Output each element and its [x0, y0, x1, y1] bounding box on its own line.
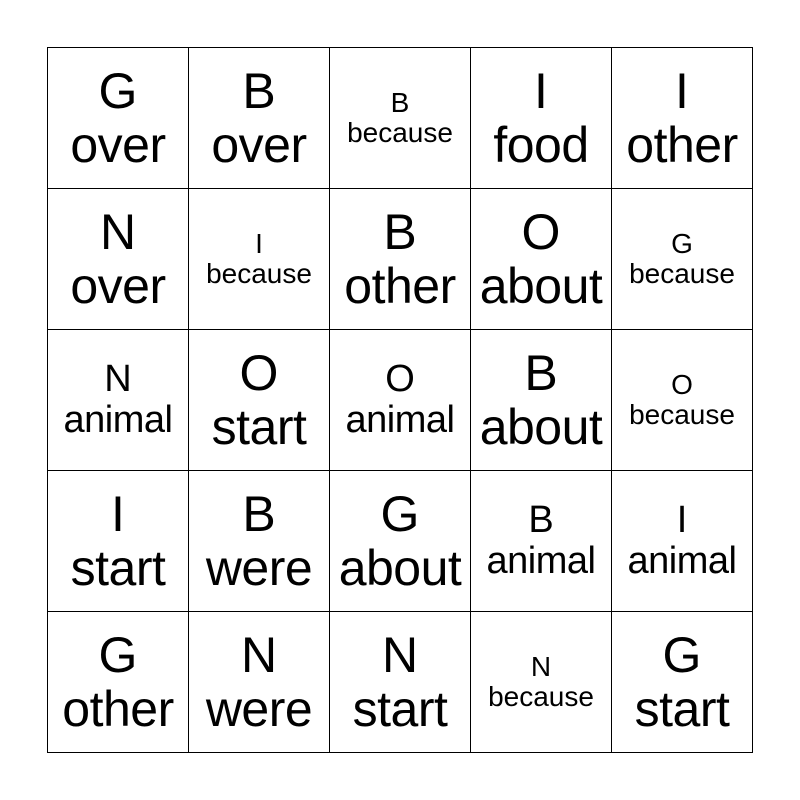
cell-word: start — [352, 681, 448, 737]
bingo-card — [47, 47, 753, 753]
cell-word: over — [70, 258, 166, 314]
cell-word: about — [479, 258, 603, 314]
bingo-cell-r2-c5[interactable] — [612, 189, 753, 330]
bingo-cell-r3-c1[interactable] — [48, 330, 189, 471]
cell-letter: N — [104, 357, 132, 400]
cell-word: other — [626, 117, 738, 173]
cell-word: were — [205, 540, 313, 596]
cell-letter: I — [675, 63, 689, 119]
cell-letter: I — [534, 63, 548, 119]
bingo-cell-r5-c2[interactable] — [189, 612, 330, 753]
bingo-cell-r3-c3[interactable] — [330, 330, 471, 471]
cell-word: about — [338, 540, 462, 596]
bingo-cell-r4-c2[interactable] — [189, 471, 330, 612]
cell-letter: G — [98, 63, 138, 119]
bingo-cell-r3-c2[interactable] — [189, 330, 330, 471]
bingo-cell-r5-c3[interactable] — [330, 612, 471, 753]
cell-letter: O — [521, 204, 561, 260]
cell-word: because — [488, 681, 594, 712]
cell-letter: I — [111, 486, 125, 542]
cell-word: animal — [63, 399, 173, 441]
cell-word: animal — [486, 540, 596, 582]
cell-word: animal — [345, 399, 455, 441]
cell-word: because — [629, 258, 735, 289]
cell-letter: O — [385, 357, 415, 400]
cell-letter: B — [390, 86, 410, 118]
cell-letter: N — [530, 650, 552, 682]
cell-word: other — [344, 258, 456, 314]
cell-letter: B — [524, 345, 558, 401]
cell-word: because — [347, 117, 453, 148]
bingo-cell-r1-c4[interactable] — [471, 48, 612, 189]
cell-letter: N — [99, 204, 137, 260]
bingo-cell-r5-c5[interactable] — [612, 612, 753, 753]
cell-letter: B — [242, 486, 276, 542]
bingo-cell-r1-c3[interactable] — [330, 48, 471, 189]
cell-letter: N — [240, 627, 278, 683]
cell-letter: B — [242, 63, 276, 119]
bingo-cell-r1-c2[interactable] — [189, 48, 330, 189]
cell-letter: B — [383, 204, 417, 260]
cell-letter: B — [528, 498, 554, 541]
cell-letter: G — [380, 486, 420, 542]
cell-letter: O — [239, 345, 279, 401]
cell-word: over — [211, 117, 307, 173]
cell-letter: G — [671, 227, 693, 259]
cell-word: start — [634, 681, 730, 737]
bingo-cell-r3-c5[interactable] — [612, 330, 753, 471]
cell-word: other — [62, 681, 174, 737]
cell-letter: I — [255, 227, 263, 259]
cell-letter: G — [662, 627, 702, 683]
bingo-cell-r1-c1[interactable] — [48, 48, 189, 189]
bingo-cell-r5-c1[interactable] — [48, 612, 189, 753]
cell-word: over — [70, 117, 166, 173]
bingo-cell-r3-c4[interactable] — [471, 330, 612, 471]
cell-letter: N — [381, 627, 419, 683]
bingo-cell-r5-c4[interactable] — [471, 612, 612, 753]
bingo-cell-r2-c4[interactable] — [471, 189, 612, 330]
bingo-cell-r1-c5[interactable] — [612, 48, 753, 189]
cell-letter: O — [671, 368, 693, 400]
bingo-cell-r4-c4[interactable] — [471, 471, 612, 612]
bingo-cell-r2-c3[interactable] — [330, 189, 471, 330]
cell-word: because — [206, 258, 312, 289]
cell-letter: G — [98, 627, 138, 683]
bingo-cell-r4-c3[interactable] — [330, 471, 471, 612]
bingo-cell-r4-c5[interactable] — [612, 471, 753, 612]
cell-word: start — [70, 540, 166, 596]
bingo-cell-r2-c1[interactable] — [48, 189, 189, 330]
cell-letter: I — [676, 498, 688, 541]
cell-word: animal — [627, 540, 737, 582]
bingo-cell-r4-c1[interactable] — [48, 471, 189, 612]
cell-word: start — [211, 399, 307, 455]
cell-word: because — [629, 399, 735, 430]
cell-word: about — [479, 399, 603, 455]
cell-word: food — [493, 117, 589, 173]
cell-word: were — [205, 681, 313, 737]
bingo-cell-r2-c2[interactable] — [189, 189, 330, 330]
